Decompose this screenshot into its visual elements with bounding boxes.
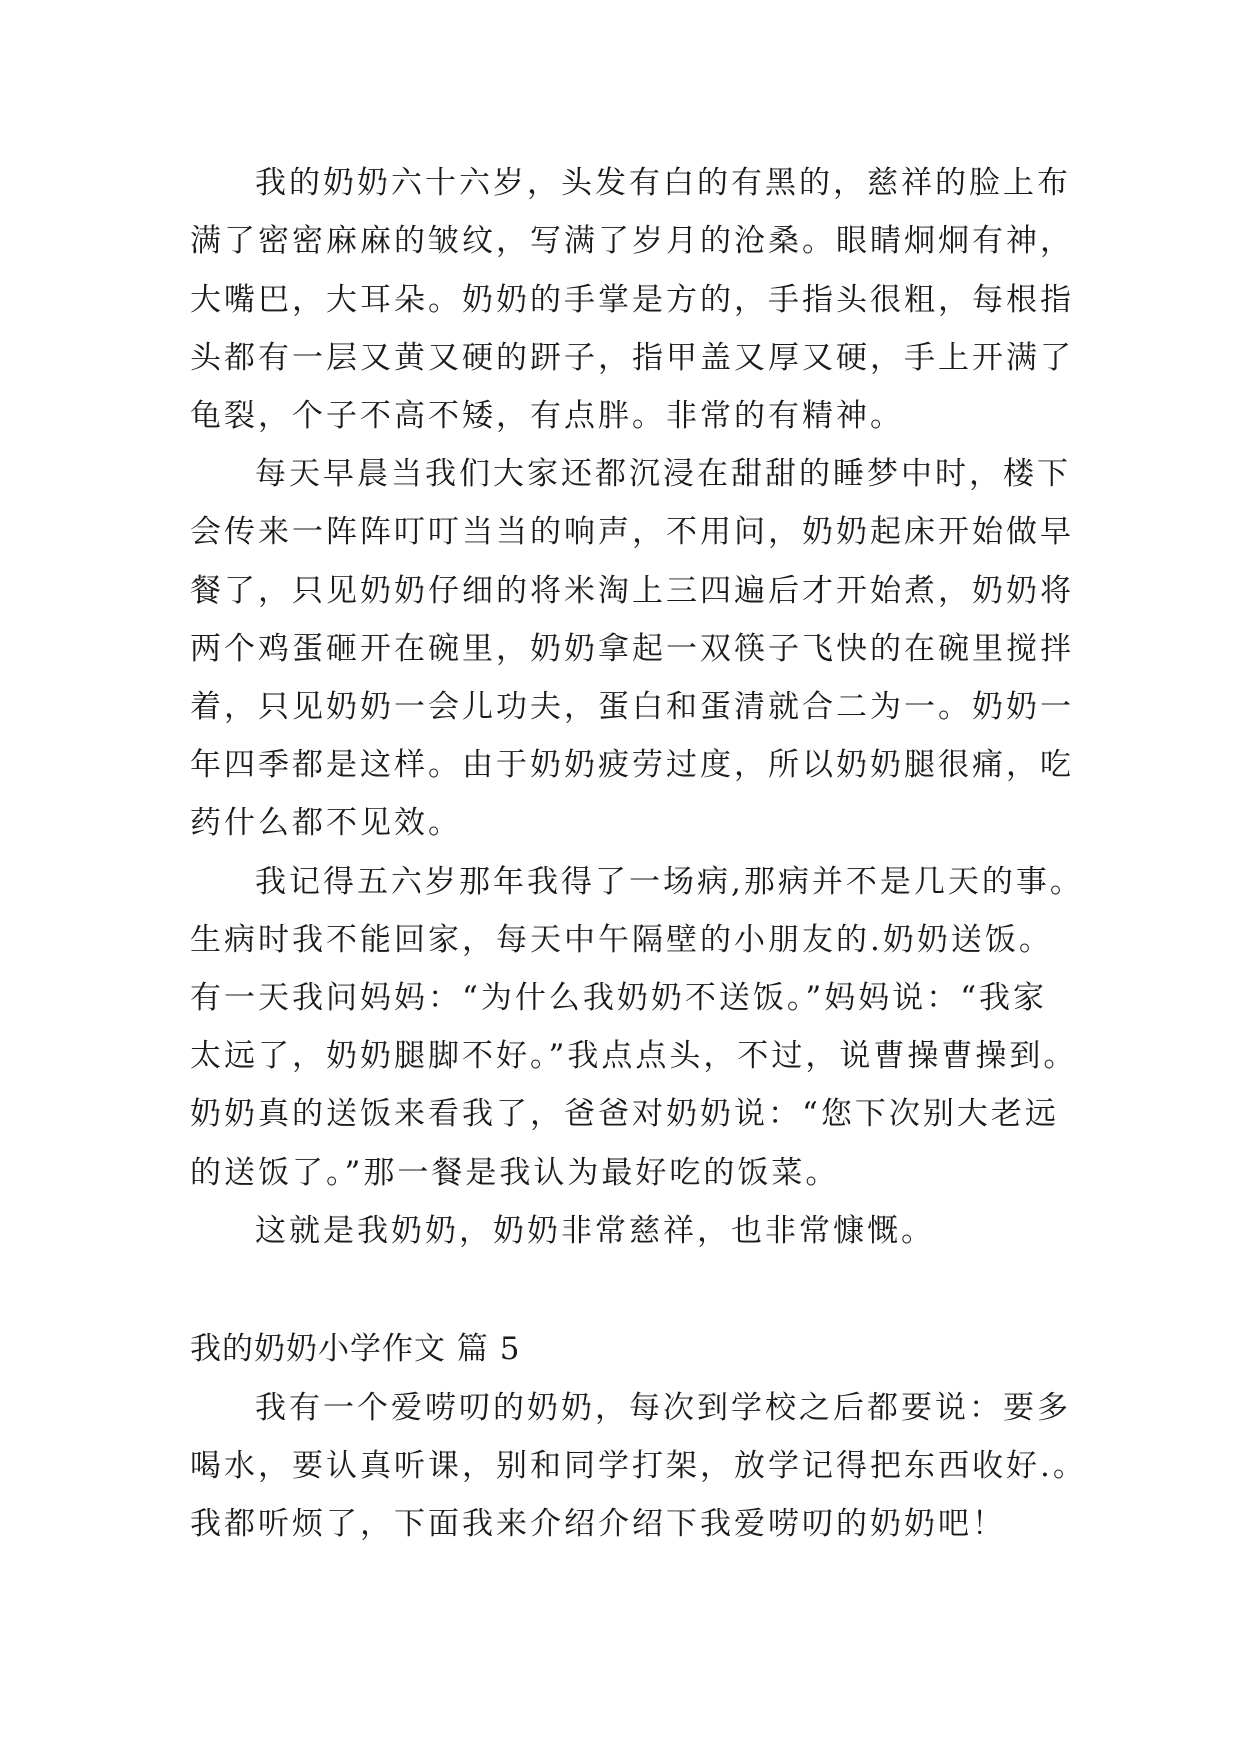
paragraph-2-line-6: 年四季都是这样。由于奶奶疲劳过度，所以奶奶腿很痛，吃	[190, 747, 1074, 783]
paragraph-1-line-5: 龟裂，个子不高不矮，有点胖。非常的有精神。	[190, 398, 904, 434]
paragraph-2-line-7: 药什么都不见效。	[190, 805, 462, 841]
paragraph-1-line-3: 大嘴巴，大耳朵。奶奶的手掌是方的，手指头很粗，每根指	[190, 282, 1074, 318]
paragraph-2-line-5: 着，只见奶奶一会儿功夫，蛋白和蛋清就合二为一。奶奶一	[190, 689, 1074, 725]
paragraph-2-line-4: 两个鸡蛋砸开在碗里，奶奶拿起一双筷子飞快的在碗里搅拌	[190, 631, 1074, 667]
paragraph-3-line-2: 生病时我不能回家，每天中午隔壁的小朋友的.奶奶送饭。	[190, 922, 1053, 958]
paragraph-3-line-1: 我记得五六岁那年我得了一场病,那病并不是几天的事。	[255, 864, 1084, 900]
paragraph-1-line-4: 头都有一层又黄又硬的趼子，指甲盖又厚又硬，手上开满了	[190, 340, 1074, 376]
paragraph-5-line-3: 我都听烦了，下面我来介绍介绍下我爱唠叨的奶奶吧！	[190, 1506, 1006, 1542]
paragraph-3-line-6: 的送饭了。”那一餐是我认为最好吃的饭菜。	[190, 1155, 840, 1191]
section-heading: 我的奶奶小学作文 篇 5	[190, 1331, 521, 1367]
paragraph-1-line-2: 满了密密麻麻的皱纹，写满了岁月的沧桑。眼睛炯炯有神，	[190, 223, 1074, 259]
paragraph-1-line-1: 我的奶奶六十六岁，头发有白的有黑的，慈祥的脸上布	[255, 165, 1071, 201]
paragraph-4-line-1: 这就是我奶奶，奶奶非常慈祥，也非常慷慨。	[255, 1213, 935, 1249]
paragraph-2-line-1: 每天早晨当我们大家还都沉浸在甜甜的睡梦中时，楼下	[255, 456, 1071, 492]
paragraph-5-line-1: 我有一个爱唠叨的奶奶，每次到学校之后都要说：要多	[255, 1390, 1071, 1426]
paragraph-3-line-4: 太远了，奶奶腿脚不好。”我点点头，不过，说曹操曹操到。	[190, 1038, 1078, 1074]
paragraph-2-line-3: 餐了，只见奶奶仔细的将米淘上三四遍后才开始煮，奶奶将	[190, 573, 1074, 609]
paragraph-3-line-5: 奶奶真的送饭来看我了，爸爸对奶奶说：“您下次别大老远	[190, 1096, 1059, 1132]
paragraph-3-line-3: 有一天我问妈妈：“为什么我奶奶不送饭。”妈妈说：“我家	[190, 980, 1048, 1016]
paragraph-2-line-2: 会传来一阵阵叮叮当当的响声，不用问，奶奶起床开始做早	[190, 514, 1074, 550]
paragraph-5-line-2: 喝水，要认真听课，别和同学打架，放学记得把东西收好.。	[190, 1448, 1087, 1484]
